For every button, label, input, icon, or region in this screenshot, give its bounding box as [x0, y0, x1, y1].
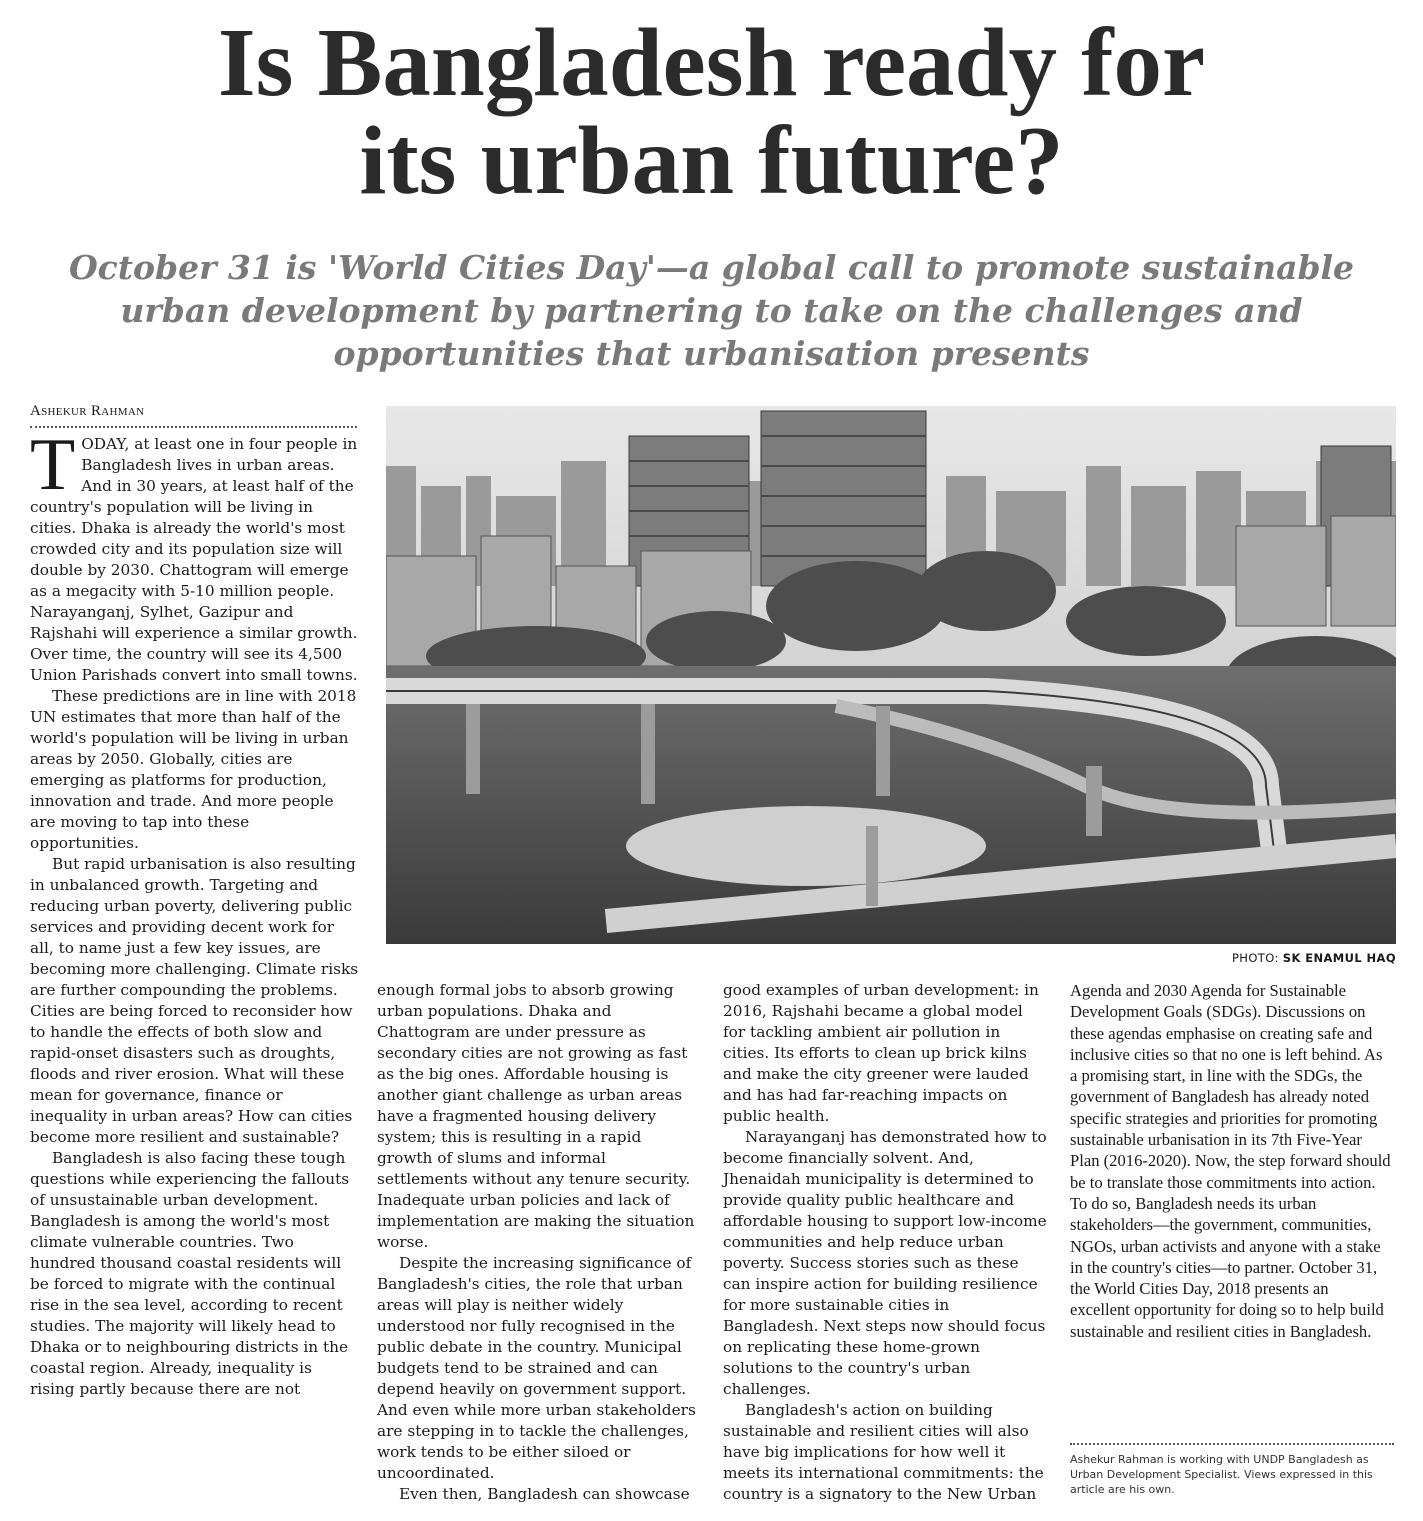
paragraph: Despite the increasing significance of Bangladesh's cities, the role that urban areas will play is neither widely understood nor fully recognised in the public debate in the country. Municipal budgets tend to be strained and can depend heavily on government support. And even while more urban stakeholders are stepping in to tackle the challenges, work tends to be either siloed or uncoordinated. [377, 1254, 696, 1482]
byline-name: Ashekur Rahman [30, 403, 145, 419]
headline-line-2: its urban future? [359, 107, 1064, 214]
paragraph-text: ODAY, at least one in four people in Bangladesh lives in urban areas. And in 30 years, at least half of the country's population will be living in cities. Dhaka is already the world's most crowded city and its population size will double by 2030. Chattogram will emerge as a megacity with 5-10 million people. Narayanganj, Sylhet, Gazipur and Rajshahi will experience a similar growth. Over time, the country will see its 4,500 Union Parishads convert into small towns. [30, 435, 358, 684]
author-bio: Ashekur Rahman is working with UNDP Bangladesh as Urban Development Specialist. Views expressed in this article are his own. [1070, 1453, 1373, 1496]
paragraph: Narayanganj has demonstrated how to become financially solvent. And, Jhenaidah municipality is determined to provide quality public healthcare and affordable housing to support low-income communities and help reduce urban poverty. Success stories such as these can inspire action for building resilience for more sustainable cities in Bangladesh. Next steps now should focus on replicating these home-grown solutions to the country's urban challenges. [723, 1128, 1047, 1398]
article-column-3 [723, 980, 1049, 1505]
photo-credit [1000, 951, 1396, 965]
photo-credit-label: PHOTO: [1231, 951, 1279, 965]
paragraph: Even then, Bangladesh can showcase [399, 1485, 690, 1503]
standfirst: October 31 is 'World Cities Day'—a global call to promote sustainable urban development by partnering to take on the challenges and opportunities that urbanisation presents [68, 248, 1355, 373]
headline-line-1: Is Bangladesh ready for [217, 9, 1206, 116]
article-column-1 [30, 424, 360, 1400]
article-column-4 [1070, 980, 1392, 1342]
photo-credit-name: SK ENAMUL HAQ [1282, 951, 1396, 965]
bio-divider [1070, 1443, 1394, 1445]
paragraph: These predictions are in line with 2018 UN estimates that more than half of the world's population will be living in urban areas by 2050. Globally, cities are emerging as platforms for production, innovation and trade. And more people are moving to tap into these opportunities. [30, 687, 357, 852]
paragraph: But rapid urbanisation is also resulting in unbalanced growth. Targeting and reducing urban poverty, delivering public services and providing decent work for all, to name just a few key issues, are becoming more challenging. Climate risks are further compounding the problems. Cities are being forced to reconsider how to handle the effects of both slow and rapid-onset disasters such as droughts, floods and river erosion. What will these mean for governance, finance or inequality in urban areas? How can cities become more resilient and sustainable? [30, 855, 359, 1146]
paragraph [30, 424, 360, 686]
paragraph: Agenda and 2030 Agenda for Sustainable Development Goals (SDGs). Discussions on these agendas emphasise on creating safe and inclusive cities so that no one is left behind. As a promising start, in line with the SDGs, the government of Bangladesh has already noted specific strategies and priorities for promoting sustainable urbanisation in its 7th Five-Year Plan (2016-2020). Now, the step forward should be to translate those commitments into action. To do so, Bangladesh needs its urban stakeholders—the government, communities, NGOs, urban activists and anyone with a stake in the country's cities—to partner. October 31, the World Cities Day, 2018 presents an excellent opportunity for doing so to help build sustainable and resilient cities in Bangladesh. [1070, 981, 1391, 1341]
byline [30, 403, 357, 428]
paragraph: good examples of urban development: in 2016, Rajshahi became a global model for tackling ambient air pollution in cities. Its efforts to clean up brick kilns and make the city greener were lauded and has had far-reaching impacts on public health. [723, 981, 1039, 1125]
paragraph: Bangladesh is also facing these tough questions while experiencing the fallouts of unsustainable urban development. Bangladesh is among the world's most climate vulnerable countries. Two hundred thousand coastal residents will be forced to migrate with the continual rise in the sea level, according to recent studies. The majority will likely head to Dhaka or to neighbouring districts in the coastal region. Already, inequality is rising partly because there are not [30, 1149, 350, 1398]
city-flyover-illustration [386, 406, 1396, 944]
article-column-2 [377, 980, 701, 1505]
paragraph: Bangladesh's action on building sustainable and resilient cities will also have big implications for how well it meets its international commitments: the country is a signatory to the New Urban [723, 1401, 1044, 1503]
headline [0, 9, 1423, 214]
paragraph: enough formal jobs to absorb growing urban populations. Dhaka and Chattogram are under pressure as secondary cities are not growing as fast as the big ones. Affordable housing is another giant challenge as urban areas have a fragmented housing delivery system; this is resulting in a rapid growth of slums and informal settlements without any tenure security. Inadequate urban policies and lack of implementation are making the situation worse. [377, 981, 695, 1251]
flyover-photo [386, 406, 1396, 944]
drop-cap: T [30, 424, 76, 506]
